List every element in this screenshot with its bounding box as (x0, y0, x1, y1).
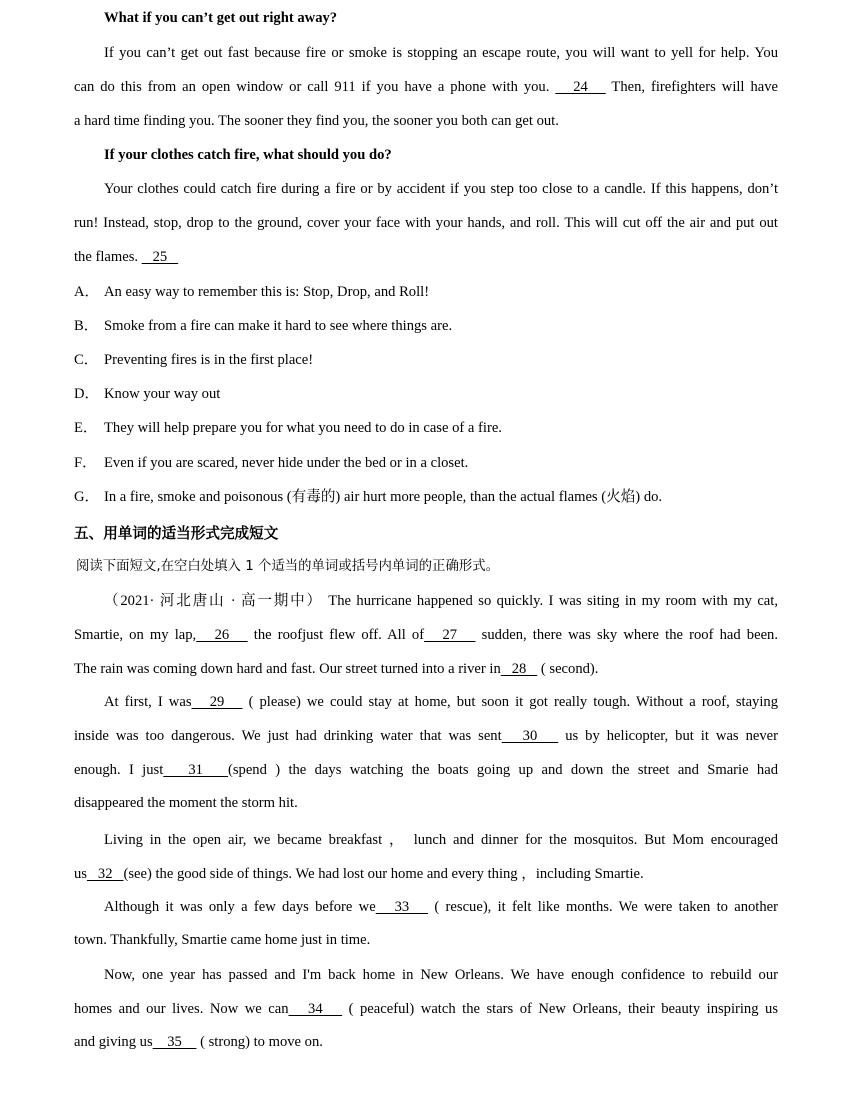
blank-31: 31 (163, 762, 228, 778)
paragraph-line: and giving us 35 ( strong) to move on. (74, 1034, 323, 1050)
blank-29: 29 (191, 694, 243, 710)
blank-25: 25 (141, 249, 179, 265)
option-c: C． Preventing fires is in the first place! (74, 352, 314, 368)
question-heading-escape: What if you can’t get out right away? (104, 10, 338, 26)
paragraph-line: （2021· 河北唐山 · 高一期中） The hurricane happened so quickly. I was siting in my room with my cat, (104, 593, 778, 609)
paragraph-line: run! Instead, stop, drop to the ground, cover your face with your hands, and roll. This will cut off the air and put out (74, 215, 778, 231)
option-f: F． Even if you are scared, never hide under the bed or in a closet. (74, 455, 469, 471)
section-heading: 五、用单词的适当形式完成短文 (74, 525, 279, 542)
paragraph-line: disappeared the moment the storm hit. (74, 795, 298, 811)
blank-32: 32 (86, 866, 124, 882)
paragraph-line: At first, I was 29 ( please) we could stay at home, but soon it got really tough. Without a roof, staying (104, 694, 778, 710)
paragraph-line: Your clothes could catch fire during a fire or by accident if you step too close to a candle. If this happens, don’t (104, 181, 778, 197)
option-b: B． Smoke from a fire can make it hard to see where things are. (74, 318, 453, 334)
paragraph-line: a hard time finding you. The sooner they find you, the sooner you both can get out. (74, 113, 559, 129)
option-g: G． In a fire, smoke and poisonous (有毒的) air hurt more people, than the actual flames (火焰) do. (74, 489, 663, 505)
option-a: A． An easy way to remember this is: Stop, Drop, and Roll! (74, 284, 430, 300)
paragraph-line: the flames. 25 (74, 249, 179, 265)
section-instruction: 阅读下面短文,在空白处填入 1 个适当的单词或括号内单词的正确形式。 (76, 559, 500, 574)
blank-26: 26 (196, 627, 248, 643)
paragraph-line: If you can’t get out fast because fire or smoke is stopping an escape route, you will want to yell for help. You (104, 45, 778, 61)
paragraph-line: town. Thankfully, Smartie came home just in time. (74, 932, 371, 948)
paragraph-line: enough. I just 31 (spend ) the days watching the boats going up and down the street and Smarie had (74, 762, 778, 778)
paragraph-line: homes and our lives. Now we can 34 ( peaceful) watch the stars of New Orleans, their beauty inspiring us (74, 1001, 778, 1017)
paragraph-line: Smartie, on my lap, 26 the roofjust flew off. All of 27 sudden, there was sky where the roof had been. (74, 627, 778, 643)
option-d: D． Know your way out (74, 386, 221, 402)
blank-28: 28 (500, 661, 538, 677)
option-e: E． They will help prepare you for what you need to do in case of a fire. (74, 420, 502, 436)
paragraph-line: can do this from an open window or call 911 if you have a phone with you. 24 Then, firefighters will have (74, 79, 778, 95)
question-heading-clothes: If your clothes catch fire, what should you do? (104, 147, 392, 163)
paragraph-line: us 32 (see) the good side of things. We had lost our home and every thing ，including Smartie. (74, 866, 644, 882)
paragraph-line: Now, one year has passed and I'm back home in New Orleans. We have enough confidence to rebuild our (104, 967, 778, 983)
blank-33: 33 (375, 899, 429, 915)
paragraph-line: Living in the open air, we became breakfast ， lunch and dinner for the mosquitos. But Mom encouraged (104, 832, 778, 848)
blank-35: 35 (152, 1034, 197, 1050)
blank-27: 27 (424, 627, 476, 643)
blank-34: 34 (288, 1001, 343, 1017)
paragraph-line: The rain was coming down hard and fast. Our street turned into a river in 28 ( second). (74, 661, 599, 677)
paragraph-line: Although it was only a few days before we 33 ( rescue), it felt like months. We were taken to another (104, 899, 778, 915)
paragraph-line: inside was too dangerous. We just had drinking water that was sent 30 us by helicopter, but it was never (74, 728, 778, 744)
blank-24: 24 (555, 79, 606, 95)
blank-30: 30 (501, 728, 559, 744)
